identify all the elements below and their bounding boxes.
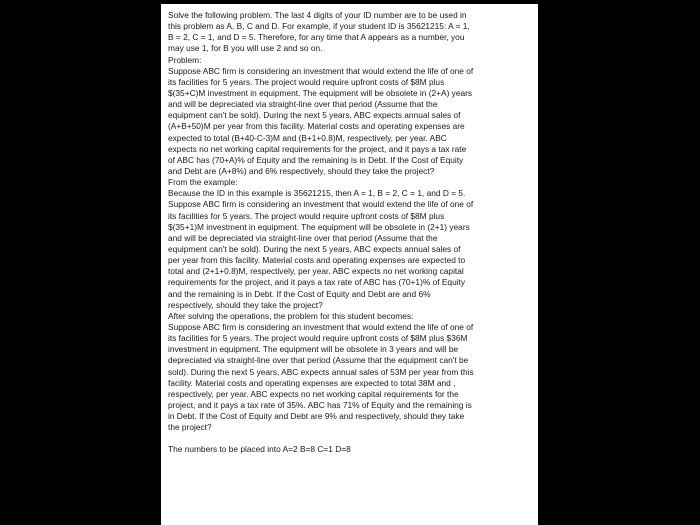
text-line: the project? (168, 422, 212, 433)
text-line: investment in equipment. The equipment will be obsolete in 3 years and will be (168, 344, 459, 355)
text-line: From the example: (168, 177, 238, 188)
text-line: respectively, per year. ABC expects no net working capital requirements for the (168, 388, 459, 399)
text-line: project, and it pays a tax rate of 35%. ABC has 71% of Equity and the remaining is (168, 399, 472, 410)
text-line: $(35+C)M investment in equipment. The equipment will be obsolete in (2+A) years (168, 87, 473, 98)
text-line: Suppose ABC firm is considering an investment that would extend the life of one of (168, 199, 474, 210)
text-line: respectively, should they take the project? (168, 299, 323, 310)
text-line: and will be depreciated via straight-line over that period (Assume that the (168, 99, 438, 110)
text-line: (A+B+50)M per year from this facility. Material costs and operating expenses are (168, 121, 465, 132)
text-line: in Debt. If the Cost of Equity and Debt are 9% and respectively, should they take (168, 411, 465, 422)
text-line: Solve the following problem. The last 4 digits of your ID number are to be used in (168, 10, 467, 20)
text-line: and the remaining is in Debt. If the Cost of Equity and Debt are and 6% (168, 288, 431, 299)
text-line: its facilities for 5 years. The project would require upfront costs of $8M plus (168, 210, 445, 221)
problem-text (168, 10, 532, 456)
text-line: Suppose ABC firm is considering an investment that would extend the life of one of (168, 321, 474, 332)
text-line: sold). During the next 5 years, ABC expects annual sales of 53M per year from this (168, 366, 474, 377)
text-line: Because the ID in this example is 35621215, then A = 1, B = 2, C = 1, and D = 5. (168, 188, 466, 199)
text-line: total and (2+1+0.8)M, respectively, per year. ABC expects no net working capital (168, 266, 464, 277)
text-line: After solving the operations, the problem for this student becomes: (168, 310, 414, 321)
text-line: depreciated via straight-line over that period (Assume that the equipment can't be (168, 355, 469, 366)
footer-note: The numbers to be placed into A=2 B=8 C=1 D=8 (168, 444, 351, 455)
text-line: and will be depreciated via straight-line over that period (Assume that the (168, 232, 438, 243)
blank-line (168, 433, 532, 444)
text-line: this problem as A, B, C and D. For example, if your student ID is 35621215: A = 1, (168, 21, 470, 32)
text-line: of ABC has (70+A)% of Equity and the remaining is in Debt. If the Cost of Equity (168, 154, 464, 165)
text-line: facility. Material costs and operating expenses are expected to total 38M and , (168, 377, 456, 388)
text-line: per year from this facility. Material costs and operating expenses are expected to (168, 255, 466, 266)
text-line: expected to total (B+40-C-3)M and (B+1+0.8)M, respectively, per year. ABC (168, 132, 447, 143)
text-line: its facilities for 5 years. The project would require upfront costs of $8M plus (168, 76, 445, 87)
text-line: expects no net working capital requirements for the project, and it pays a tax rate (168, 143, 467, 154)
text-line: equipment can't be sold). During the next 5 years, ABC expects annual sales of (168, 243, 461, 254)
text-line: and Debt are (A+8%) and 6% respectively, should they take the project? (168, 165, 435, 176)
text-line: $(35+1)M investment in equipment. The equipment will be obsolete in (2+1) years (168, 221, 470, 232)
text-line: B = 2, C = 1, and D = 5. Therefore, for any time that A appears as a number, you (168, 32, 465, 43)
text-line: Problem: (168, 54, 202, 65)
text-line: may use 1, for B you will use 2 and so on. (168, 43, 323, 54)
text-line: Suppose ABC firm is considering an investment that would extend the life of one of (168, 65, 474, 76)
text-line: equipment can't be sold). During the next 5 years, ABC expects annual sales of (168, 110, 461, 121)
text-line: its facilities for 5 years. The project would require upfront costs of $8M plus $36M (168, 333, 468, 344)
text-line: requirements for the project, and it pays a tax rate of ABC has (70+1)% of Equity (168, 277, 466, 288)
document-page (161, 4, 538, 525)
